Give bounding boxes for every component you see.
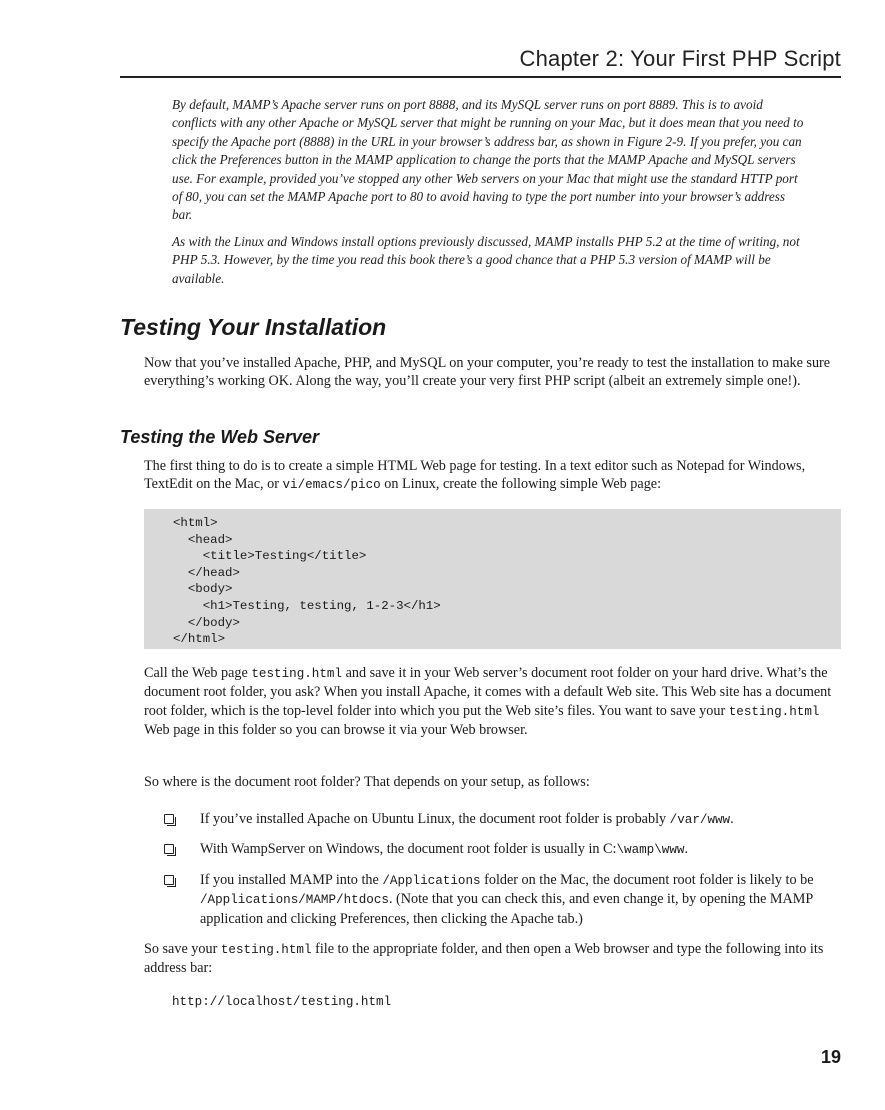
inline-code: testing.html — [220, 943, 312, 957]
text-run: file to the appropriate folder, and then open a Web browser and type the following into its address bar: — [144, 941, 827, 977]
text-run: The first thing to do is to create a simple HTML Web page for testing. In a text editor such as Notepad for Windows, TextEdit on the Mac, or — [144, 458, 809, 493]
inline-code: \wamp\www — [616, 843, 685, 858]
inline-code: /var/www — [669, 813, 731, 827]
url-code-line: http://localhost/testing.html — [172, 995, 392, 1009]
list-item — [160, 810, 840, 829]
section-intro: Now that you’ve installed Apache, PHP, and MySQL on your computer, you’re ready to test the installation to make sure everything’s working OK. Along the way, you’ll create your very first PHP script (albeit an extremely simple one!). — [144, 355, 831, 390]
chapter-header — [120, 44, 841, 78]
code-listing: <html> <head> <title>Testing</title> </head> <body> <h1>Testing, testing, 1-2-3</h1> </body> </html> — [173, 516, 441, 647]
inline-code: testing.html — [728, 704, 820, 719]
page-number: 19 — [820, 1047, 841, 1067]
text-run: folder on the Mac, the document root folder is likely to be — [480, 871, 818, 888]
body-paragraph-2 — [144, 664, 844, 740]
checkbox-bullet-icon — [164, 844, 174, 854]
text-run: . — [684, 841, 689, 858]
section-heading: Testing Your Installation — [120, 314, 387, 340]
checkbox-bullet-icon — [164, 875, 174, 885]
note-paragraph-2: As with the Linux and Windows install options previously discussed, MAMP installs PHP 5.2 at the time of writing, not PHP 5.3. However, by the time you read this book there’s a good chance that a PHP 5.3 version of MAMP will be available. — [172, 233, 800, 286]
text-run: . — [730, 811, 734, 827]
text-run: Call the Web page — [144, 665, 252, 681]
text-run: So save your — [144, 941, 221, 957]
list-item — [160, 840, 840, 859]
inline-code: /Applications/MAMP/htdocs — [200, 893, 389, 908]
text-run: If you installed MAMP into the — [200, 871, 383, 888]
chapter-title: Chapter 2: Your First PHP Script — [519, 46, 841, 71]
text-run: and save it in your Web server’s document root folder on your hard drive. What’s the document root folder, you ask? When you install Apache, it comes with a default Web site. This Web site has a document root folder, which is the top-level folder into which you put the Web site’s files. You want to save your — [144, 665, 835, 719]
inline-code: vi/emacs/pico — [282, 478, 381, 493]
body-paragraph-1 — [144, 457, 844, 495]
code-block — [144, 509, 841, 649]
checkbox-bullet-icon — [164, 814, 174, 824]
text-run: If you’ve installed Apache on Ubuntu Linux, the document root folder is probably — [200, 811, 670, 827]
text-run: With WampServer on Windows, the document root folder is usually in C: — [200, 841, 617, 858]
text-run: on Linux, create the following simple Web page: — [380, 476, 662, 493]
text-run: Web page in this folder so you can browse it via your Web browser. — [144, 702, 823, 739]
text-run: . (Note that you can check this, and even change it, by opening the MAMP application and clicking Preferences, then clicking the Apache tab.) — [200, 891, 817, 927]
subsection-heading: Testing the Web Server — [120, 427, 320, 447]
note-paragraph-1: By default, MAMP’s Apache server runs on port 8888, and its MySQL server runs on port 8889. This is to avoid conflicts with any other Apache or MySQL server that might be running on your Mac, but it does mean that you need to specify the Apache port (8888) in the URL in your browser’s address bar, as shown in Figure 2-9. If you prefer, you can click the Preferences button in the MAMP application to change the ports that the MAMP Apache and MySQL servers use. For example, provided you’ve stopped any other Web servers on your Mac that might use the standard HTTP port of 80, you can set the MAMP Apache port to 80 to avoid having to type the port number into your browser’s address bar. — [172, 97, 804, 223]
inline-code: /Applications — [382, 873, 481, 888]
note-block — [172, 96, 804, 288]
body-paragraph-3: So where is the document root folder? That depends on your setup, as follows: — [144, 774, 590, 790]
body-paragraph-4 — [144, 940, 844, 978]
list-item — [160, 871, 840, 928]
bullet-list — [160, 810, 850, 939]
inline-code: testing.html — [251, 667, 343, 681]
